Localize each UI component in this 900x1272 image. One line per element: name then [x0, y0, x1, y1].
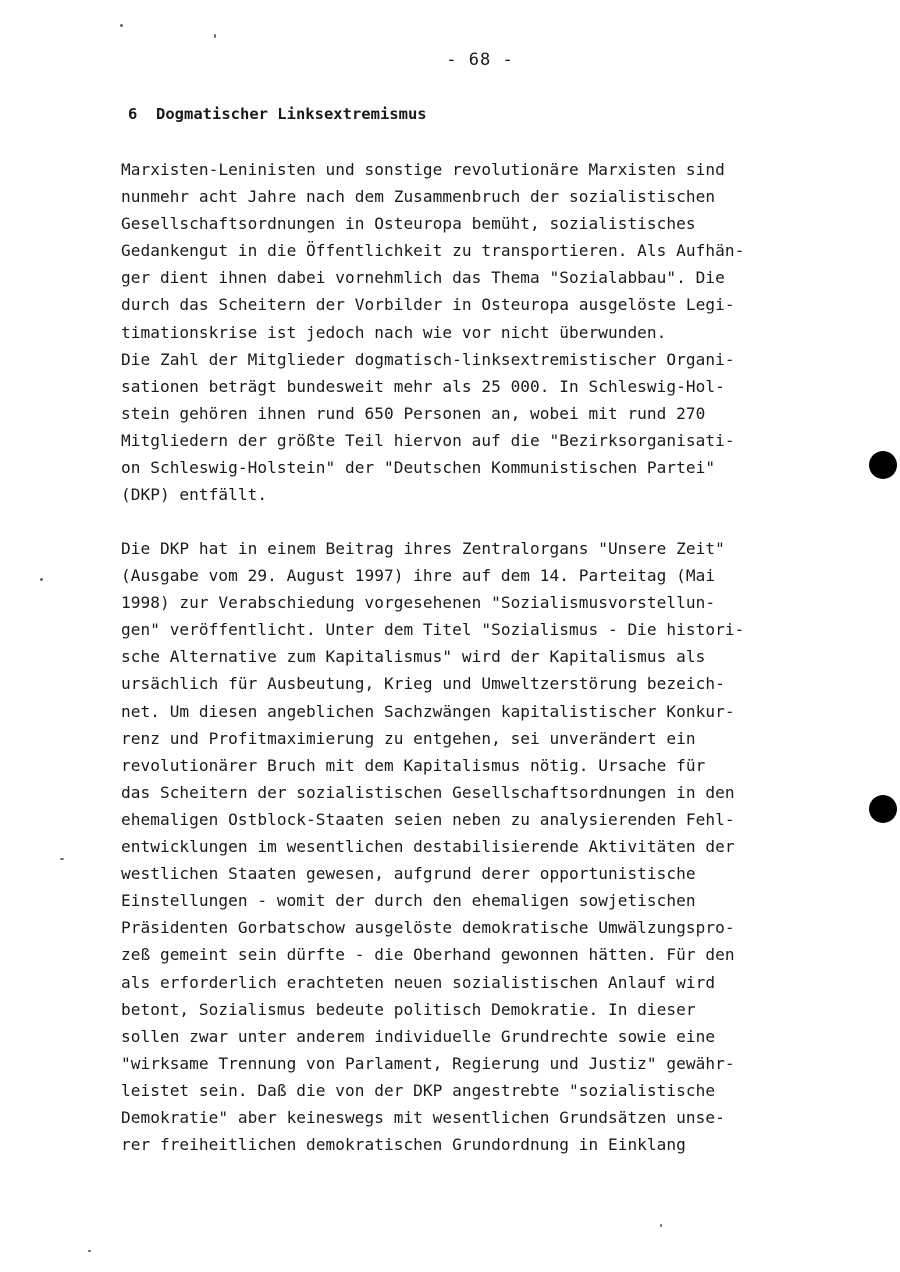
text-line: "wirksame Trennung von Parlament, Regierung und Justiz" gewähr-: [121, 1053, 735, 1073]
text-line: zeß gemeint sein dürfte - die Oberhand gewonnen hätten. Für den: [121, 945, 735, 965]
text-line: als erforderlich erachteten neuen sozialistischen Anlauf wird: [121, 972, 716, 992]
scan-speck: [88, 1250, 91, 1252]
text-line: renz und Profitmaximierung zu entgehen, sei unverändert ein: [121, 728, 696, 748]
punch-hole-mark: [869, 795, 897, 823]
text-line: Gesellschaftsordnungen in Osteuropa bemüht, sozialistisches: [121, 214, 696, 234]
punch-hole-mark: [869, 451, 897, 479]
text-line: sche Alternative zum Kapitalismus" wird der Kapitalismus als: [121, 647, 706, 667]
text-line: (Ausgabe vom 29. August 1997) ihre auf dem 14. Parteitag (Mai: [121, 566, 716, 586]
text-line: Einstellungen - womit der durch den ehemaligen sowjetischen: [121, 891, 696, 911]
text-line: Mitgliedern der größte Teil hiervon auf die "Bezirksorganisati-: [121, 430, 735, 450]
paragraph-dkp-socialism: [121, 535, 841, 1158]
text-line: 1998) zur Verabschiedung vorgesehenen "Sozialismusvorstellun-: [121, 593, 716, 613]
text-line: Die Zahl der Mitglieder dogmatisch-linksextremistischer Organi-: [121, 349, 735, 369]
scan-speck: [120, 24, 123, 27]
scan-speck: [60, 858, 64, 860]
text-line: nunmehr acht Jahre nach dem Zusammenbruch der sozialistischen: [121, 187, 716, 207]
text-line: sationen beträgt bundesweit mehr als 25 000. In Schleswig-Hol-: [121, 376, 725, 396]
text-line: westlichen Staaten gewesen, aufgrund derer opportunistische: [121, 864, 696, 884]
text-line: betont, Sozialismus bedeute politisch Demokratie. In dieser: [121, 999, 696, 1019]
scan-speck: [214, 34, 216, 38]
text-line: ursächlich für Ausbeutung, Krieg und Umweltzerstörung bezeich-: [121, 674, 725, 694]
text-line: das Scheitern der sozialistischen Gesellschaftsordnungen in den: [121, 782, 735, 802]
text-line: sollen zwar unter anderem individuelle Grundrechte sowie eine: [121, 1026, 716, 1046]
text-line: on Schleswig-Holstein" der "Deutschen Kommunistischen Partei": [121, 458, 716, 478]
text-line: net. Um diesen angeblichen Sachzwängen kapitalistischer Konkur-: [121, 701, 735, 721]
text-line: leistet sein. Daß die von der DKP angestrebte "sozialistische: [121, 1080, 716, 1100]
text-line: Präsidenten Gorbatschow ausgelöste demokratische Umwälzungspro-: [121, 918, 735, 938]
section-heading: 6 Dogmatischer Linksextremismus: [128, 105, 427, 123]
text-line: gen" veröffentlicht. Unter dem Titel "Sozialismus - Die histori-: [121, 620, 745, 640]
text-line: (DKP) entfällt.: [121, 485, 268, 505]
text-line: rer freiheitlichen demokratischen Grundordnung in Einklang: [121, 1135, 686, 1155]
scan-speck: [40, 578, 43, 581]
page-number: - 68 -: [446, 50, 514, 70]
text-line: timationskrise ist jedoch nach wie vor nicht überwunden.: [121, 322, 667, 342]
text-line: revolutionärer Bruch mit dem Kapitalismus nötig. Ursache für: [121, 755, 706, 775]
paragraph-membership: [121, 156, 841, 508]
text-line: Demokratie" aber keineswegs mit wesentlichen Grundsätzen unse-: [121, 1107, 725, 1127]
text-line: ehemaligen Ostblock-Staaten seien neben zu analysierenden Fehl-: [121, 809, 735, 829]
text-line: entwicklungen im wesentlichen destabilisierende Aktivitäten der: [121, 837, 735, 857]
text-line: stein gehören ihnen rund 650 Personen an, wobei mit rund 270: [121, 403, 706, 423]
text-line: Gedankengut in die Öffentlichkeit zu transportieren. Als Aufhän-: [121, 241, 745, 261]
scan-speck: [660, 1224, 662, 1227]
text-line: durch das Scheitern der Vorbilder in Osteuropa ausgelöste Legi-: [121, 295, 735, 315]
text-line: Marxisten-Leninisten und sonstige revolutionäre Marxisten sind: [121, 160, 725, 179]
text-line: ger dient ihnen dabei vornehmlich das Thema "Sozialabbau". Die: [121, 268, 725, 288]
text-line: Die DKP hat in einem Beitrag ihres Zentralorgans "Unsere Zeit": [121, 539, 725, 558]
